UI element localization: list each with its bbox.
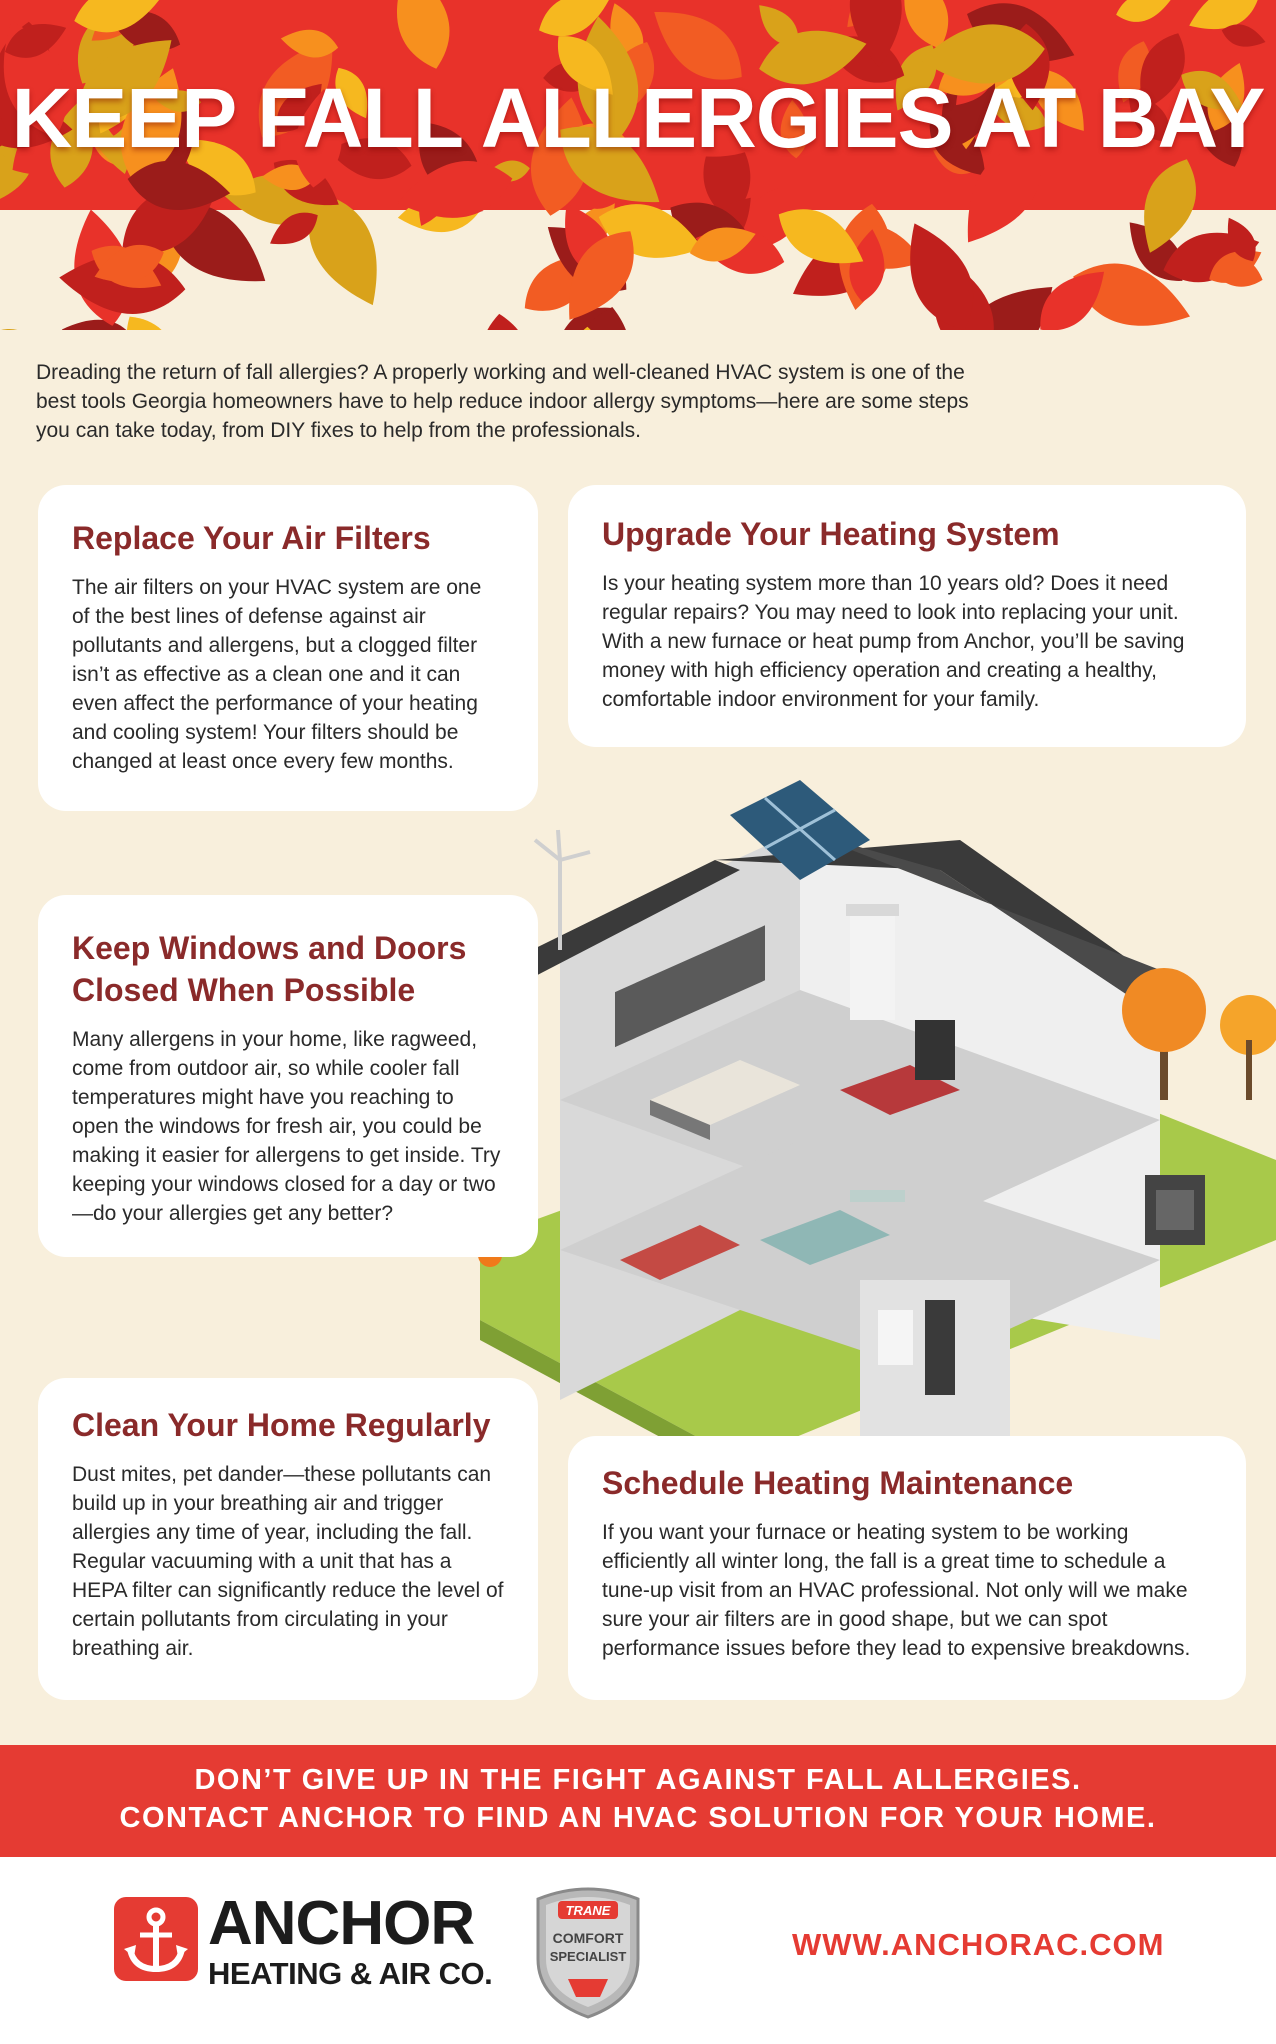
cta-banner — [0, 1745, 1276, 1857]
card-body: If you want your furnace or heating system to be working efficiently all winter long, the fall is a great time to schedule a tune-up visit from an HVAC professional. Not only will we make sure your air filters are in good shape, but we can spot performance issues before they lead to expensive breakdowns. — [602, 1521, 1191, 1660]
card-body: The air filters on your HVAC system are one of the best lines of defense against air pollutants and allergens, but a clogged filter isn’t as effective as a clean one and it can even affect the performance of your heating and cooling system! Your filters should be changed at least once every few months. — [72, 576, 482, 773]
house-cutaway-illustration — [440, 720, 1276, 1460]
intro-paragraph: Dreading the return of fall allergies? A properly working and well-cleaned HVAC system is one of the best tools Georgia homeowners have to help reduce indoor allergy symptoms—here are some steps you can take today, from DIY fixes to help from the professionals. — [36, 361, 969, 442]
card-body: Many allergens in your home, like ragweed, come from outdoor air, so while cooler fall temperatures might have you reaching to open the windows for fresh air, you could be making it easier for allergens to get inside. Try keeping your windows closed for a day or two—do your allergies get any better? — [72, 1028, 501, 1225]
badge-brand: TRANE — [565, 1903, 611, 1918]
card-close-windows — [38, 895, 538, 1257]
brand-name: ANCHOR — [208, 1889, 475, 1958]
brand-subtitle: HEATING & AIR CO. — [208, 1956, 493, 1991]
card-title: Schedule Heating Maintenance — [602, 1465, 1074, 1501]
card-schedule-maintenance — [568, 1436, 1246, 1700]
card-upgrade-heating — [568, 485, 1246, 747]
tree-icon — [1122, 968, 1206, 1052]
cta-line-2: CONTACT ANCHOR TO FIND AN HVAC SOLUTION FOR YOUR HOME. — [119, 1802, 1157, 1834]
website-link[interactable]: WWW.ANCHORAC.COM — [792, 1927, 1165, 1962]
page-title: KEEP FALL ALLERGIES AT BAY — [11, 71, 1265, 165]
footer — [0, 1857, 1276, 2044]
card-title: Clean Your Home Regularly — [72, 1407, 491, 1443]
anchor-logo-icon — [114, 1897, 198, 1981]
badge-line-2: SPECIALIST — [549, 1949, 627, 1964]
badge-line-1: COMFORT — [552, 1930, 624, 1946]
card-clean-home — [38, 1378, 538, 1700]
card-title: Keep Windows and Doors Closed When Possible — [72, 930, 467, 1008]
cta-line-1: DON’T GIVE UP IN THE FIGHT AGAINST FALL ALLERGIES. — [194, 1764, 1082, 1796]
card-body: Is your heating system more than 10 years old? Does it need regular repairs? You may need to look into replacing your unit. With a new furnace or heat pump from Anchor, you’ll be saving money with high efficiency operation and creating a healthy, comfortable indoor environment for your family. — [602, 572, 1185, 711]
card-replace-filters — [38, 485, 538, 811]
card-title: Replace Your Air Filters — [72, 520, 431, 556]
card-title: Upgrade Your Heating System — [602, 516, 1060, 552]
card-body: Dust mites, pet dander—these pollutants can build up in your breathing air and trigger allergies any time of year, including the fall. Regular vacuuming with a unit that has a HEPA filter can significantly reduce the level of certain pollutants from circulating in your breathing air. — [72, 1463, 504, 1660]
trane-badge-icon — [528, 1879, 648, 2019]
hero-banner — [0, 0, 1276, 330]
